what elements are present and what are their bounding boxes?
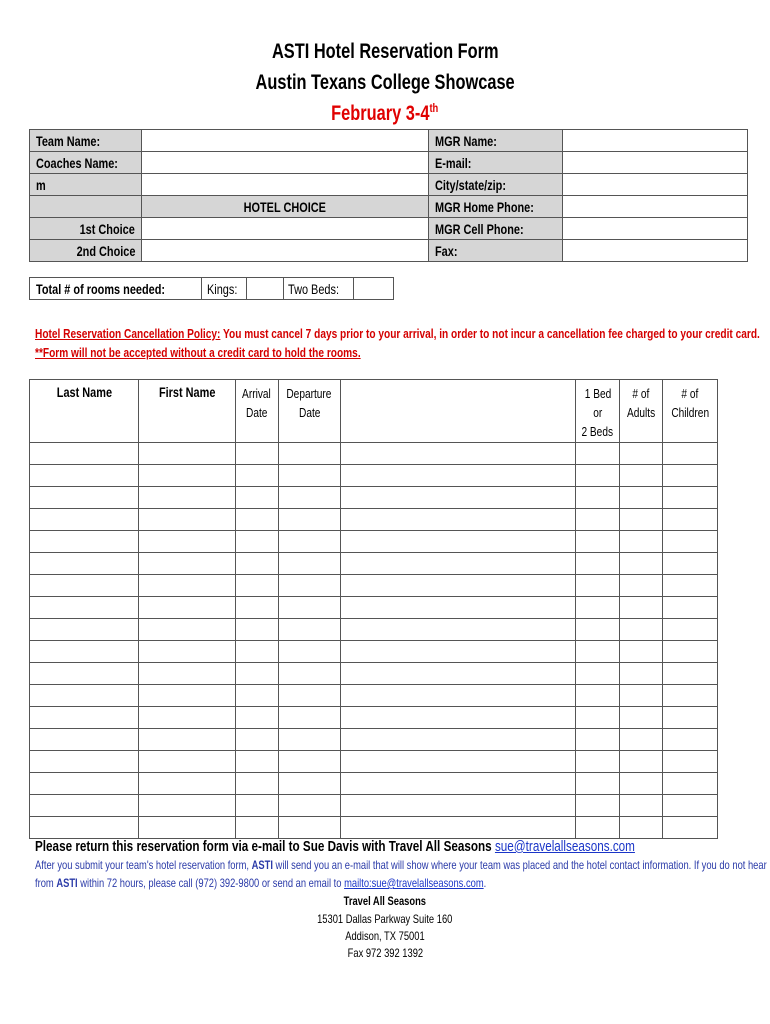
reservation-row [30,597,718,619]
last-name-cell[interactable] [30,487,139,509]
second-choice-field[interactable] [142,240,429,262]
bed-type-cell[interactable] [576,575,620,597]
departure-date-cell[interactable] [278,553,340,575]
reservation-row [30,619,718,641]
adults-cell[interactable] [619,685,662,707]
team-info-table [29,129,748,262]
grid-header-row [30,380,718,443]
coaches-name-field[interactable] [142,152,429,174]
children-cell[interactable] [662,487,717,509]
m-label: m [30,174,142,196]
last-name-cell[interactable] [30,729,139,751]
children-cell[interactable] [662,465,717,487]
first-name-cell[interactable] [138,795,235,817]
after-submit-note: After you submit your team's hotel reservation form, ASTI will send you an e-mail that will show where your team was placed and the hotel contact information. If you do not hear [35,858,767,872]
first-name-cell[interactable] [138,641,235,663]
adults-cell[interactable] [619,509,662,531]
bed-type-cell[interactable] [576,641,620,663]
coaches-name-label: Coaches Name: [30,152,142,174]
adults-cell[interactable] [619,531,662,553]
last-name-cell[interactable] [30,795,139,817]
arrival-date-cell[interactable] [235,795,278,817]
blank-cell[interactable] [340,729,575,751]
mgr-home-phone-field[interactable] [562,196,747,218]
children-cell[interactable] [662,509,717,531]
first-name-cell[interactable] [138,509,235,531]
reservation-row [30,509,718,531]
bed-type-cell[interactable] [576,531,620,553]
departure-date-cell[interactable] [278,663,340,685]
fax-label: Fax: [428,240,562,262]
departure-date-cell[interactable] [278,487,340,509]
city-state-zip-label: City/state/zip: [428,174,562,196]
reservation-row [30,443,718,465]
adults-cell[interactable] [619,729,662,751]
last-name-cell[interactable] [30,685,139,707]
arrival-date-cell[interactable] [235,553,278,575]
kings-label: Kings: [202,278,247,300]
blank-cell[interactable] [340,575,575,597]
departure-date-cell[interactable] [278,575,340,597]
last-name-cell[interactable] [30,553,139,575]
company-city: Addison, TX 75001 [345,929,425,943]
city-state-zip-field[interactable] [562,174,747,196]
blank-cell[interactable] [340,597,575,619]
email-field[interactable] [562,152,747,174]
children-cell[interactable] [662,553,717,575]
last-name-cell[interactable] [30,597,139,619]
departure-date-cell[interactable] [278,817,340,839]
second-choice-label: 2nd Choice [30,240,142,262]
children-cell[interactable] [662,729,717,751]
two-beds-label: Two Beds: [283,278,353,300]
adults-cell[interactable] [619,707,662,729]
departure-date-cell[interactable] [278,619,340,641]
children-cell[interactable] [662,685,717,707]
children-cell[interactable] [662,795,717,817]
reservation-row [30,487,718,509]
bed-type-cell[interactable] [576,663,620,685]
last-name-cell[interactable] [30,575,139,597]
m-field[interactable] [142,174,429,196]
departure-date-cell[interactable] [278,509,340,531]
blank-cell[interactable] [340,751,575,773]
departure-date-cell[interactable] [278,751,340,773]
blank-header [340,380,575,443]
blank-cell[interactable] [340,509,575,531]
departure-date-cell[interactable] [278,597,340,619]
blank-cell[interactable] [340,707,575,729]
return-instructions: Please return this reservation form via e-mail to Sue Davis with Travel All Seasons sue@travelallseasons.com [35,838,635,855]
last-name-cell[interactable] [30,641,139,663]
first-name-cell[interactable] [138,443,235,465]
bed-type-cell[interactable] [576,773,620,795]
adults-cell[interactable] [619,619,662,641]
bed-type-cell[interactable] [576,487,620,509]
mgr-cell-phone-label: MGR Cell Phone: [428,218,562,240]
blank-cell[interactable] [340,773,575,795]
adults-cell[interactable] [619,443,662,465]
hotel-choice-blank [30,196,142,218]
blank-cell[interactable] [340,685,575,707]
blank-cell[interactable] [340,817,575,839]
last-name-cell[interactable] [30,707,139,729]
reservation-row [30,553,718,575]
reservation-row [30,751,718,773]
departure-date-cell[interactable] [278,531,340,553]
children-cell[interactable] [662,751,717,773]
blank-cell[interactable] [340,487,575,509]
departure-date-cell[interactable] [278,773,340,795]
last-name-cell[interactable] [30,663,139,685]
children-cell[interactable] [662,575,717,597]
adults-cell[interactable] [619,663,662,685]
hotel-choice-header: HOTEL CHOICE [142,196,429,218]
blank-cell[interactable] [340,641,575,663]
adults-cell[interactable] [619,773,662,795]
return-email-link[interactable]: sue@travelallseasons.com [494,838,635,855]
email-label: E-mail: [428,152,562,174]
last-name-cell[interactable] [30,619,139,641]
reservation-row [30,817,718,839]
reservation-row [30,729,718,751]
arrival-date-cell[interactable] [235,465,278,487]
bed-type-cell[interactable] [576,465,620,487]
blank-cell[interactable] [340,663,575,685]
first-choice-label: 1st Choice [30,218,142,240]
children-cell[interactable] [662,773,717,795]
adults-header: # of Adults [619,380,662,443]
grid-body [30,443,718,839]
first-name-cell[interactable] [138,707,235,729]
mgr-name-label: MGR Name: [428,130,562,152]
bed-type-cell[interactable] [576,685,620,707]
event-dates: February 3-4th [331,101,439,125]
adults-cell[interactable] [619,817,662,839]
departure-date-cell[interactable] [278,465,340,487]
reservation-row [30,465,718,487]
mgr-cell-phone-field[interactable] [562,218,747,240]
last-name-cell[interactable] [30,531,139,553]
total-rooms-label: Total # of rooms needed: [30,278,202,300]
departure-date-cell[interactable] [278,685,340,707]
adults-cell[interactable] [619,751,662,773]
fax-field[interactable] [562,240,747,262]
arrival-date-cell[interactable] [235,685,278,707]
first-name-cell[interactable] [138,619,235,641]
children-cell[interactable] [662,663,717,685]
arrival-date-cell[interactable] [235,487,278,509]
adults-cell[interactable] [619,465,662,487]
adults-cell[interactable] [619,487,662,509]
bed-type-cell[interactable] [576,707,620,729]
departure-date-header: Departure Date [278,380,340,443]
bed-type-cell[interactable] [576,553,620,575]
arrival-date-cell[interactable] [235,597,278,619]
departure-date-cell[interactable] [278,443,340,465]
bed-type-cell[interactable] [576,817,620,839]
bed-type-cell[interactable] [576,597,620,619]
last-name-cell[interactable] [30,751,139,773]
children-cell[interactable] [662,707,717,729]
blank-cell[interactable] [340,443,575,465]
reservation-row [30,641,718,663]
reservation-row [30,773,718,795]
reservation-row [30,795,718,817]
reservation-row [30,663,718,685]
mgr-name-field[interactable] [562,130,747,152]
reservation-row [30,575,718,597]
departure-date-cell[interactable] [278,707,340,729]
reservation-grid [29,379,718,839]
arrival-date-cell[interactable] [235,729,278,751]
form-title: ASTI Hotel Reservation Form [271,40,499,63]
children-cell[interactable] [662,443,717,465]
first-name-cell[interactable] [138,729,235,751]
company-name: Travel All Seasons [343,894,427,908]
mgr-home-phone-label: MGR Home Phone: [428,196,562,218]
arrival-date-cell[interactable] [235,509,278,531]
children-cell[interactable] [662,641,717,663]
blank-cell[interactable] [340,795,575,817]
first-name-cell[interactable] [138,553,235,575]
adults-cell[interactable] [619,795,662,817]
last-name-cell[interactable] [30,773,139,795]
adults-cell[interactable] [619,575,662,597]
first-name-cell[interactable] [138,817,235,839]
arrival-date-header: Arrival Date [235,380,278,443]
first-name-header: First Name [138,380,235,443]
first-name-cell[interactable] [138,487,235,509]
first-name-cell[interactable] [138,575,235,597]
arrival-date-cell[interactable] [235,751,278,773]
company-fax: Fax 972 392 1392 [347,946,423,960]
arrival-date-cell[interactable] [235,531,278,553]
last-name-header: Last Name [30,380,139,443]
children-cell[interactable] [662,531,717,553]
first-name-cell[interactable] [138,663,235,685]
departure-date-cell[interactable] [278,641,340,663]
bed-type-cell[interactable] [576,729,620,751]
departure-date-cell[interactable] [278,795,340,817]
first-name-cell[interactable] [138,531,235,553]
first-choice-field[interactable] [142,218,429,240]
blank-cell[interactable] [340,531,575,553]
adults-cell[interactable] [619,641,662,663]
bed-type-header: 1 Bed or 2 Beds [576,380,620,443]
bed-type-cell[interactable] [576,751,620,773]
first-name-cell[interactable] [138,465,235,487]
bed-type-cell[interactable] [576,443,620,465]
contact-note: from ASTI within 72 hours, please call (972) 392-9800 or send an email to mailto:sue@travelallseasons.com. [35,876,487,890]
form-subtitle: Austin Texans College Showcase [255,71,515,94]
blank-cell[interactable] [340,619,575,641]
adults-cell[interactable] [619,553,662,575]
kings-field[interactable] [247,278,284,300]
team-name-label: Team Name: [30,130,142,152]
children-cell[interactable] [662,817,717,839]
team-name-field[interactable] [142,130,429,152]
bed-type-cell[interactable] [576,619,620,641]
arrival-date-cell[interactable] [235,619,278,641]
adults-cell[interactable] [619,597,662,619]
bed-type-cell[interactable] [576,509,620,531]
last-name-cell[interactable] [30,443,139,465]
departure-date-cell[interactable] [278,729,340,751]
arrival-date-cell[interactable] [235,663,278,685]
rooms-needed-table [29,277,394,300]
cancellation-policy: Hotel Reservation Cancellation Policy: You must cancel 7 days prior to your arrival, in order to not incur a cancellation fee charged to your credit card. [35,326,760,341]
arrival-date-cell[interactable] [235,575,278,597]
last-name-cell[interactable] [30,509,139,531]
bed-type-cell[interactable] [576,795,620,817]
children-header: # of Children [662,380,717,443]
arrival-date-cell[interactable] [235,817,278,839]
first-name-cell[interactable] [138,685,235,707]
arrival-date-cell[interactable] [235,641,278,663]
arrival-date-cell[interactable] [235,773,278,795]
last-name-cell[interactable] [30,817,139,839]
blank-cell[interactable] [340,553,575,575]
last-name-cell[interactable] [30,465,139,487]
children-cell[interactable] [662,619,717,641]
arrival-date-cell[interactable] [235,443,278,465]
first-name-cell[interactable] [138,597,235,619]
company-street: 15301 Dallas Parkway Suite 160 [317,912,453,926]
reservation-row [30,707,718,729]
two-beds-field[interactable] [354,278,394,300]
mailto-link[interactable]: mailto:sue@travelallseasons.com [344,876,484,890]
first-name-cell[interactable] [138,751,235,773]
blank-cell[interactable] [340,465,575,487]
first-name-cell[interactable] [138,773,235,795]
reservation-row [30,685,718,707]
arrival-date-cell[interactable] [235,707,278,729]
credit-card-note: **Form will not be accepted without a credit card to hold the rooms. [35,345,361,360]
reservation-row [30,531,718,553]
children-cell[interactable] [662,597,717,619]
